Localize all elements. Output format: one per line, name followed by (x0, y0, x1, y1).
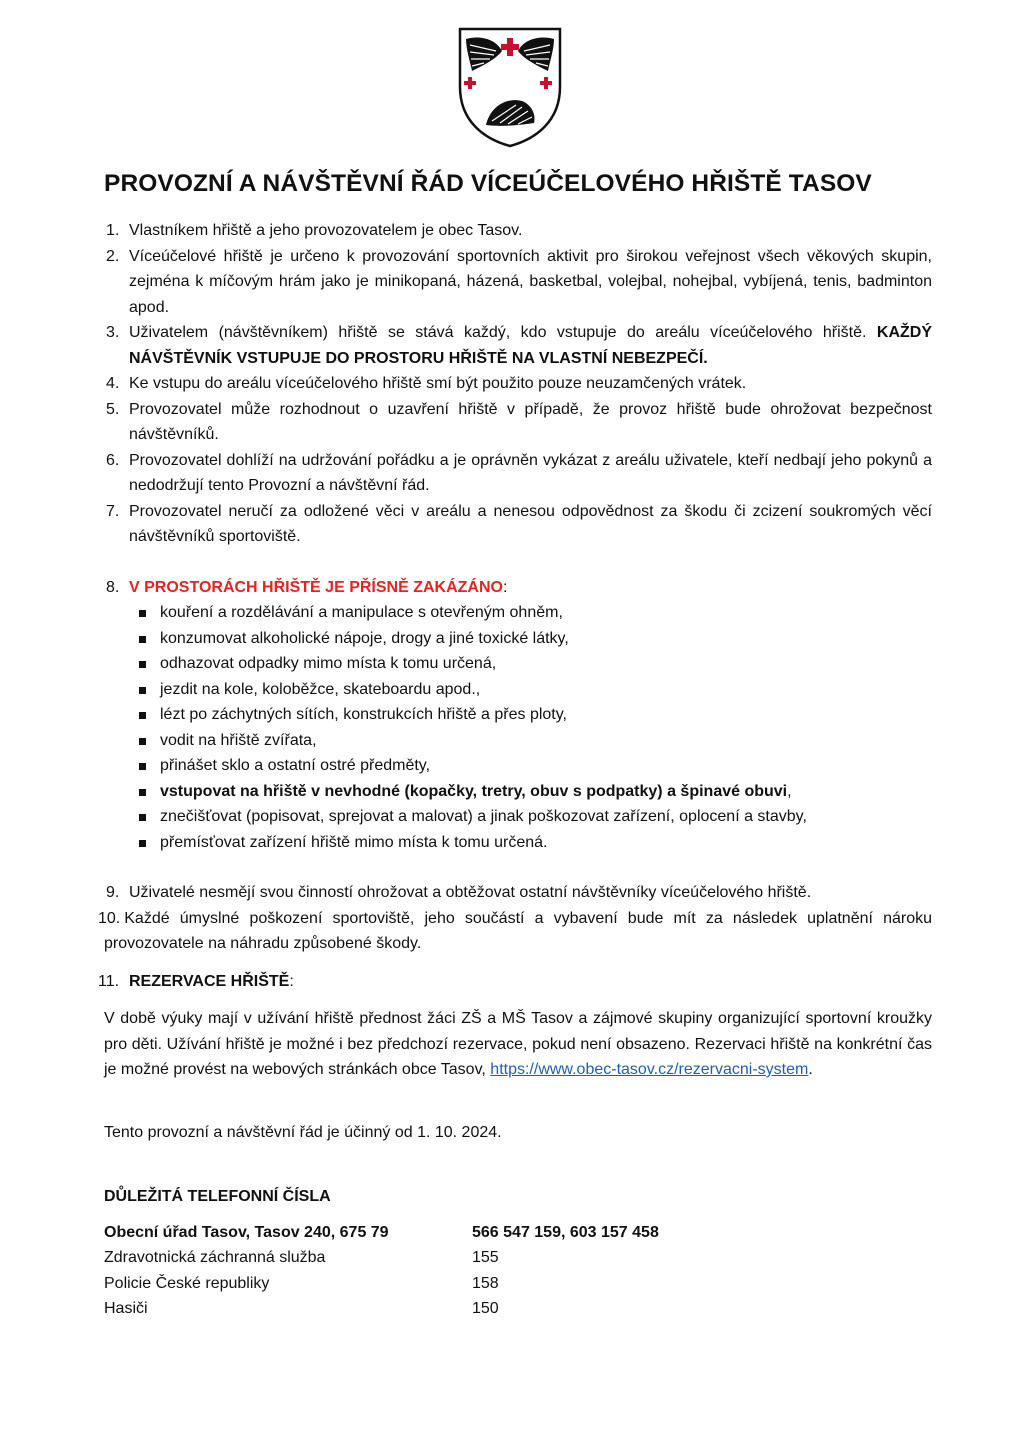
bullet-icon (139, 789, 146, 796)
rule-text: Vlastníkem hřiště a jeho provozovatelem je obec Tasov. (129, 222, 523, 239)
rule-number: 8. (106, 578, 120, 596)
rule-item (104, 320, 932, 371)
rule-item (104, 371, 932, 397)
bullet-icon (139, 763, 146, 770)
list-item-text: vodit na hřiště zvířata, (160, 731, 317, 749)
rule-warning: KAŽDÝ NÁVŠTĚVNÍK VSTUPUJE DO PROSTORU HŘIŠTĚ NA VLASTNÍ NEBEZPEČÍ. (129, 324, 932, 367)
list-item (104, 651, 932, 677)
document-body (98, 218, 932, 1322)
bullet-icon (139, 610, 146, 617)
rule-item (104, 499, 932, 550)
list-item (104, 728, 932, 754)
rule-item (104, 244, 932, 321)
bullet-icon (139, 840, 146, 847)
rule-number: 6. (106, 451, 120, 469)
list-item-text: odhazovat odpadky mimo místa k tomu určená, (160, 655, 497, 672)
rule-number: 2. (106, 247, 120, 265)
phone-contact-name: Obecní úřad Tasov, Tasov 240, 675 79 (104, 1223, 389, 1241)
page-title: PROVOZNÍ A NÁVŠTĚVNÍ ŘÁD VÍCEÚČELOVÉHO HŘIŠTĚ TASOV (104, 170, 872, 197)
phones-heading: DŮLEŽITÁ TELEFONNÍ ČÍSLA (104, 1188, 331, 1205)
list-item-text: přinášet sklo a ostatní ostré předměty, (160, 757, 431, 774)
rule-text: Každé úmyslné poškození sportoviště, jeho součástí a vybavení bude mít za následek uplatnění nároku provozovatele na náhradu způsobené škody. (104, 909, 932, 952)
rule-text: Provozovatel dohlíží na udržování pořádku a je oprávněn vykázat z areálu uživatele, kteří nedbají jeho pokynů a nedodržují tento Provozní a návštěvní řád. (129, 451, 932, 494)
rule-item (104, 448, 932, 499)
phone-contact-name: Policie České republiky (104, 1274, 270, 1292)
rule-item (98, 906, 932, 957)
list-item-text: přemísťovat zařízení hřiště mimo místa k tomu určená. (160, 833, 548, 851)
coat-of-arms-icon (456, 25, 564, 149)
rule-text: Ke vstupu do areálu víceúčelového hřiště smí být použito pouze neuzamčených vrátek. (129, 375, 747, 392)
colon: : (289, 972, 294, 990)
phone-contact-name: Zdravotnická záchranná služba (104, 1249, 326, 1266)
phone-contact-name: Hasiči (104, 1300, 148, 1317)
list-item (104, 626, 932, 652)
list-item (104, 677, 932, 703)
rule-number: 7. (106, 502, 120, 520)
phone-number: 158 (472, 1274, 499, 1292)
rule-text: Provozovatel neručí za odložené věci v areálu a nenesou odpovědnost za škodu či zcizení soukromých věcí návštěvníků sportoviště. (129, 502, 932, 545)
reservation-text: V době výuky mají v užívání hřiště přednost žáci ZŠ a MŠ Tasov a zájmové skupiny organizující sportovní kroužky pro děti. Užívání hřiště je možné i bez předchozí rezervace, pokud není obsazeno. Rezervaci hřiště na konkrétní čas je možné provést na webových stránkách obce Tasov, (104, 1010, 932, 1078)
bullet-icon (139, 661, 146, 668)
list-item-text: znečišťovat (popisovat, sprejovat a malovat) a jinak poškozovat zařízení, oplocení a stavby, (160, 808, 807, 825)
rule-number: 5. (106, 400, 120, 418)
bullet-icon (139, 738, 146, 745)
bullet-icon (139, 687, 146, 694)
bullet-icon (139, 814, 146, 821)
rule-number: 3. (106, 324, 120, 341)
reservation-paragraph (104, 1006, 932, 1083)
rule-text: Víceúčelové hřiště je určeno k provozování sportovních aktivit pro širokou veřejnost všech věkových skupin, zejména k míčovým hrám jako je minikopaná, házená, basketbal, volejbal, nohejbal, vybíjená, tenis, badminton apod. (129, 247, 932, 316)
list-item-text: jezdit na kole, koloběžce, skateboardu apod., (160, 680, 481, 698)
reservation-heading-row (98, 969, 932, 995)
rule-number: 4. (106, 375, 120, 392)
list-item (104, 779, 932, 805)
list-item (104, 830, 932, 856)
list-item (104, 753, 932, 779)
list-item-text: lézt po záchytných sítích, konstrukcích hřiště a přes ploty, (160, 706, 567, 723)
list-item-text: kouření a rozdělávání a manipulace s otevřeným ohněm, (160, 604, 563, 621)
table-row (104, 1271, 704, 1297)
colon: : (502, 578, 508, 596)
effective-date-text: Tento provozní a návštěvní řád je účinný od 1. 10. 2024. (104, 1123, 502, 1141)
list-item (104, 702, 932, 728)
prohibited-list (104, 600, 932, 855)
rule-number: 10. (98, 909, 121, 927)
period: . (808, 1061, 813, 1078)
rule-text: Provozovatel může rozhodnout o uzavření hřiště v případě, že provoz hřiště bude ohrožovat bezpečnost návštěvníků. (129, 400, 932, 443)
phone-number: 566 547 159, 603 157 458 (472, 1223, 659, 1241)
rule-text: Uživatelé nesmějí svou činností ohrožovat a obtěžovat ostatní návštěvníky víceúčelového hřiště. (129, 884, 812, 901)
list-item-text: konzumovat alkoholické nápoje, drogy a jiné toxické látky, (160, 629, 569, 647)
prohibited-heading: V PROSTORÁCH HŘIŠTĚ JE PŘÍSNĚ ZAKÁZÁNO (129, 578, 503, 596)
rule-number: 1. (106, 222, 120, 239)
list-item-text: vstupovat na hřiště v nevhodné (kopačky, tretry, obuv s podpatky) a špinavé obuvi (160, 782, 788, 800)
phone-number: 150 (472, 1300, 499, 1317)
reservation-heading: REZERVACE HŘIŠTĚ (129, 972, 290, 990)
rule-item (104, 880, 932, 906)
list-item (104, 600, 932, 626)
phones-table (104, 1220, 704, 1322)
table-row (104, 1245, 704, 1271)
bullet-icon (139, 712, 146, 719)
rule-item (104, 218, 932, 244)
phone-number: 155 (472, 1249, 499, 1266)
table-row (104, 1220, 704, 1246)
bullet-icon (139, 636, 146, 643)
reservation-link[interactable]: https://www.obec-tasov.cz/rezervacni-system (490, 1061, 809, 1078)
list-item-suffix: , (787, 782, 792, 800)
table-row (104, 1296, 704, 1322)
rule-number: 11. (98, 972, 120, 990)
rule-text: Uživatelem (návštěvníkem) hřiště se stává každý, kdo vstupuje do areálu víceúčelového hřiště. (129, 324, 867, 341)
rule-number: 9. (106, 884, 120, 901)
prohibited-heading-row (104, 575, 932, 601)
list-item (104, 804, 932, 830)
rule-item (104, 397, 932, 448)
